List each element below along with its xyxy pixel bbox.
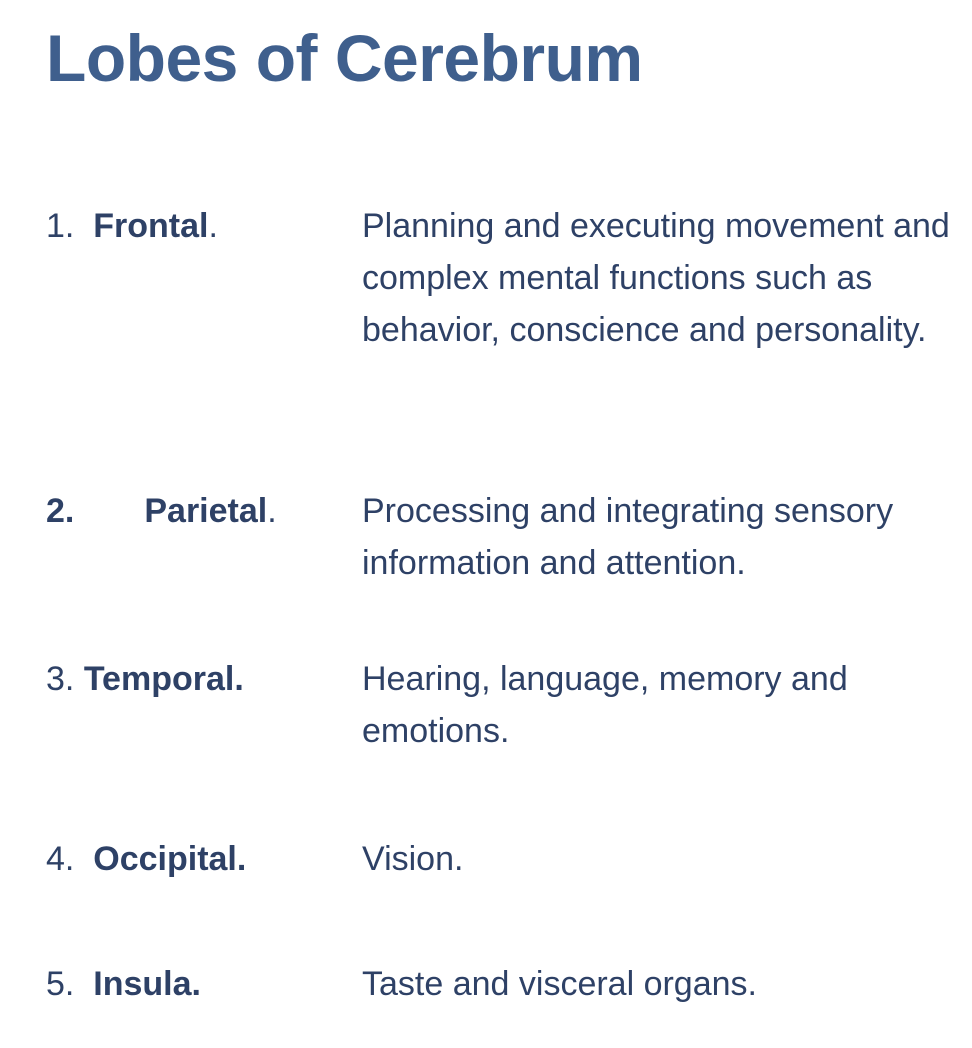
lobe-description: Processing and integrating sensory information and attention. bbox=[362, 492, 894, 582]
lobe-description: Taste and visceral organs. bbox=[362, 965, 757, 1003]
lobe-name-suffix: . bbox=[208, 207, 218, 245]
page-title: Lobes of Cerebrum bbox=[46, 21, 643, 95]
lobe-term bbox=[46, 485, 277, 537]
lobe-name: Frontal bbox=[93, 207, 209, 245]
lobe-description: Hearing, language, memory and emotions. bbox=[362, 660, 848, 750]
lobe-description: Vision. bbox=[362, 840, 464, 878]
lobe-name-suffix: . bbox=[267, 492, 277, 530]
lobe-number: 4. bbox=[46, 840, 75, 878]
lobe-name: Insula. bbox=[93, 965, 201, 1003]
lobe-number: 2. bbox=[46, 492, 75, 530]
lobe-term bbox=[46, 958, 201, 1010]
lobe-number: 5. bbox=[46, 965, 75, 1003]
lobe-number: 3. bbox=[46, 660, 75, 698]
lobe-term bbox=[46, 833, 246, 885]
lobe-number: 1. bbox=[46, 207, 75, 245]
lobe-term bbox=[46, 653, 244, 705]
lobe-term bbox=[46, 200, 218, 252]
lobe-name: Temporal. bbox=[83, 660, 244, 698]
lobe-description: Planning and executing movement and complex mental functions such as behavior, conscience and personality. bbox=[362, 207, 950, 349]
lobe-name: Occipital. bbox=[93, 840, 247, 878]
lobe-name: Parietal bbox=[144, 492, 268, 530]
